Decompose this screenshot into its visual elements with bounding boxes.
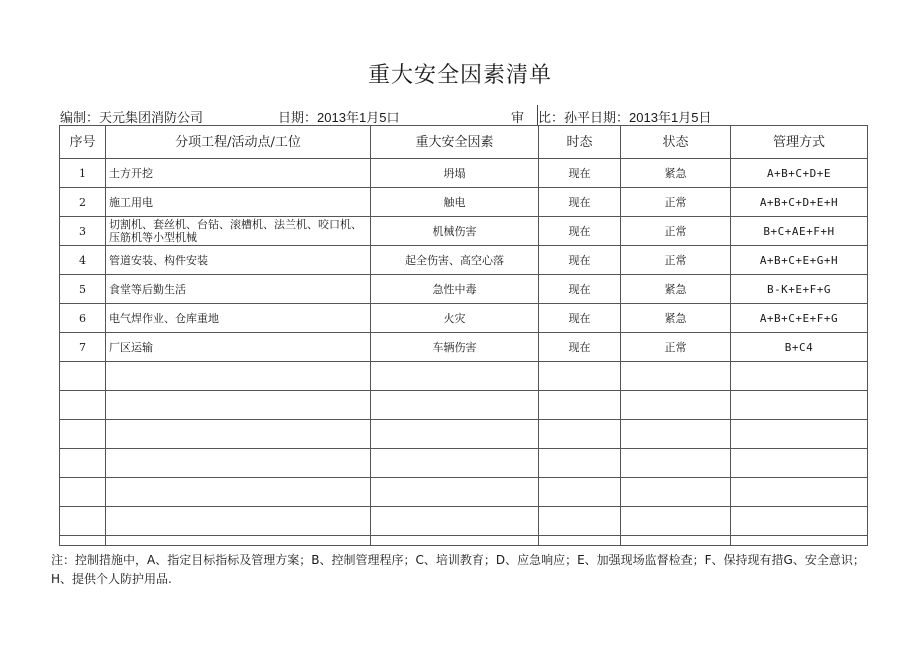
date-month-unit: 月 <box>366 111 380 126</box>
cell-mgmt: B+C+AE+F+H <box>731 217 868 246</box>
cell-state: 紧急 <box>621 304 731 333</box>
empty-row <box>60 536 868 546</box>
cell-activity: 电气焊作业、仓库重地 <box>106 304 371 333</box>
date-year: 2013 <box>317 110 346 125</box>
cell-factor: 起全伤害、高空心落 <box>371 246 539 275</box>
review-month-unit: 月 <box>678 111 692 126</box>
cell-no: 7 <box>60 333 106 362</box>
empty-row <box>60 449 868 478</box>
review-year-unit: 年 <box>657 111 671 126</box>
table-row <box>60 333 868 362</box>
document-title: 重大安全因素清单 <box>367 63 552 88</box>
empty-row <box>60 362 868 391</box>
cell-no: 1 <box>60 159 106 188</box>
table-row <box>60 188 868 217</box>
cell-state: 紧急 <box>621 275 731 304</box>
cell-tense: 现在 <box>539 333 621 362</box>
cell-factor: 机械伤害 <box>371 217 539 246</box>
footnote: 注：控制措施中，A、指定目标指标及管理方案；B、控制管理程序；C、培训教育；D、应急响应；E、加强现场监督检查；F、保持现有措G、安全意识；H、提供个人防护用品. <box>51 553 865 586</box>
cell-mgmt: A+B+C+E+F+G <box>731 304 868 333</box>
safety-factor-table <box>59 125 868 546</box>
cell-factor: 触电 <box>371 188 539 217</box>
cell-no: 2 <box>60 188 106 217</box>
empty-row <box>60 507 868 536</box>
cell-factor: 车辆伤害 <box>371 333 539 362</box>
cell-activity: 土方开挖 <box>106 159 371 188</box>
review-date-day: 5 <box>691 110 699 125</box>
table-row <box>60 217 868 246</box>
header-mgmt: 管理方式 <box>731 126 868 159</box>
reviewer-label-a: 审 <box>511 111 525 126</box>
cell-activity: 切割机、套丝机、台钻、滚槽机、法兰机、咬口机、压筋机等小型机械 <box>106 217 371 246</box>
empty-row <box>60 391 868 420</box>
cell-factor: 坍塌 <box>371 159 539 188</box>
date-field <box>278 107 399 126</box>
date-label: 日期： <box>278 111 318 126</box>
review-date-month: 1 <box>670 110 679 125</box>
cell-state: 正常 <box>621 188 731 217</box>
cell-mgmt: A+B+C+D+E <box>731 159 868 188</box>
header-no: 序号 <box>60 126 106 159</box>
editor-field: 编制：天元集团消防公司 <box>60 111 204 126</box>
date-day: 5 <box>379 110 387 125</box>
cell-state: 正常 <box>621 333 731 362</box>
empty-row <box>60 478 868 507</box>
cell-factor: 急性中毒 <box>371 275 539 304</box>
cell-factor: 火灾 <box>371 304 539 333</box>
cell-state: 紧急 <box>621 159 731 188</box>
cell-activity: 食堂等后勤生活 <box>106 275 371 304</box>
reviewer-label-b: 比：孙平日期： <box>538 111 630 126</box>
review-date-year: 2013 <box>629 110 658 125</box>
cell-activity: 管道安装、构件安装 <box>106 246 371 275</box>
cell-tense: 现在 <box>539 275 621 304</box>
empty-row <box>60 420 868 449</box>
cell-state: 正常 <box>621 246 731 275</box>
header-factor: 重大安全因素 <box>371 126 539 159</box>
table-row <box>60 246 868 275</box>
header-activity: 分项工程/活动点/工位 <box>106 126 371 159</box>
cell-no: 3 <box>60 217 106 246</box>
table-header-row <box>60 126 868 159</box>
review-day-unit: 日 <box>698 111 712 126</box>
cell-tense: 现在 <box>539 188 621 217</box>
header-state: 状态 <box>621 126 731 159</box>
cell-state: 正常 <box>621 217 731 246</box>
header-tense: 时态 <box>539 126 621 159</box>
cell-mgmt: A+B+C+D+E+H <box>731 188 868 217</box>
table-row <box>60 304 868 333</box>
cell-no: 6 <box>60 304 106 333</box>
date-month: 1 <box>358 110 367 125</box>
cell-tense: 现在 <box>539 304 621 333</box>
cell-mgmt: B+C4 <box>731 333 868 362</box>
table-row <box>60 275 868 304</box>
date-year-unit: 年 <box>345 111 359 126</box>
cell-activity: 厂区运输 <box>106 333 371 362</box>
table-row <box>60 159 868 188</box>
cell-tense: 现在 <box>539 246 621 275</box>
cell-activity: 施工用电 <box>106 188 371 217</box>
cell-no: 5 <box>60 275 106 304</box>
cell-tense: 现在 <box>539 217 621 246</box>
cell-mgmt: A+B+C+E+G+H <box>731 246 868 275</box>
cell-mgmt: B-K+E+F+G <box>731 275 868 304</box>
reviewer-field <box>511 107 711 126</box>
cell-tense: 现在 <box>539 159 621 188</box>
date-day-unit: 口 <box>386 111 400 126</box>
cell-no: 4 <box>60 246 106 275</box>
